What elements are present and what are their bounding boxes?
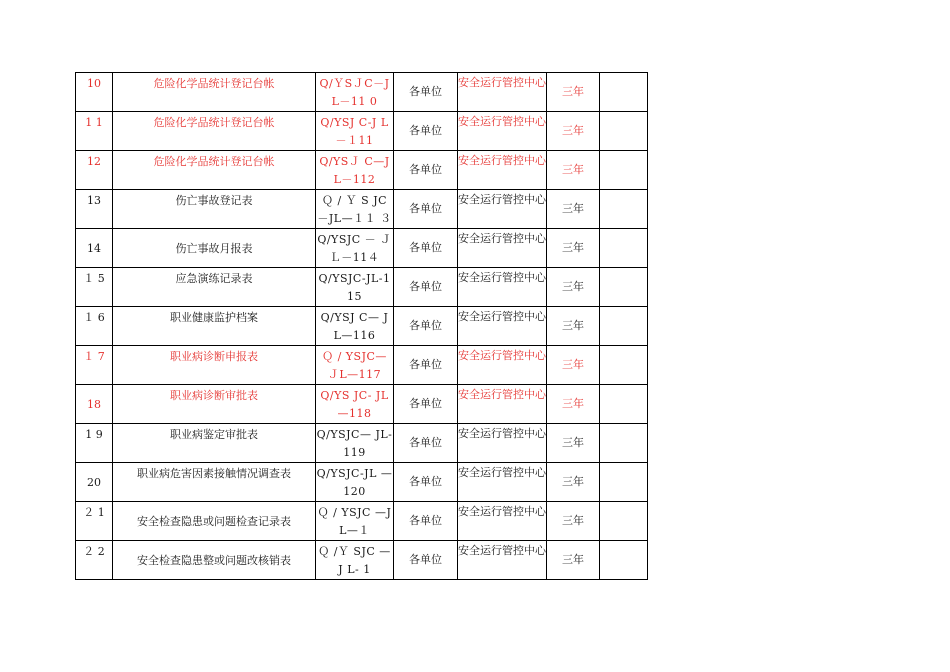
form-code: Q/YSJ C-J L－１11 [316,112,394,151]
retention-period: 三年 [547,346,600,385]
table-row [76,73,648,112]
responsible-unit: 各单位 [394,73,458,112]
table-row [76,268,648,307]
row-number: 20 [76,463,113,502]
retention-period: 三年 [547,307,600,346]
form-name: 职业病危害因素接触情况调查表 [113,463,316,502]
form-name: 伤亡事故登记表 [113,190,316,229]
table-row [76,307,648,346]
table-row [76,541,648,580]
table-row [76,502,648,541]
retention-period: 三年 [547,73,600,112]
retention-period: 三年 [547,385,600,424]
responsible-unit: 各单位 [394,502,458,541]
form-code: Ｑ / Ｙ S JC －JL—１１ ３ [316,190,394,229]
retention-period: 三年 [547,190,600,229]
remarks-cell [600,229,648,268]
row-number: 13 [76,190,113,229]
managing-department: 安全运行管控中心 [458,307,547,346]
row-number: 12 [76,151,113,190]
responsible-unit: 各单位 [394,385,458,424]
table-body [76,73,648,580]
managing-department: 安全运行管控中心 [458,346,547,385]
responsible-unit: 各单位 [394,151,458,190]
retention-period: 三年 [547,112,600,151]
table-row [76,385,648,424]
retention-period: 三年 [547,268,600,307]
remarks-cell [600,463,648,502]
retention-period: 三年 [547,229,600,268]
table-row [76,190,648,229]
remarks-cell [600,190,648,229]
table-row [76,463,648,502]
row-number: 14 [76,229,113,268]
row-number: 1 9 [76,424,113,463]
form-name: 职业病诊断审批表 [113,385,316,424]
managing-department: 安全运行管控中心 [458,190,547,229]
retention-period: 三年 [547,502,600,541]
managing-department: 安全运行管控中心 [458,112,547,151]
form-name: 危险化学品统计登记台帐 [113,73,316,112]
managing-department: 安全运行管控中心 [458,73,547,112]
form-code: Q/YS JC- JL—118 [316,385,394,424]
managing-department: 安全运行管控中心 [458,502,547,541]
table-row [76,112,648,151]
row-number: １ 7 [76,346,113,385]
responsible-unit: 各单位 [394,112,458,151]
managing-department: 安全运行管控中心 [458,151,547,190]
form-code: Q/YSJC-JL-115 [316,268,394,307]
row-number: ２ 1 [76,502,113,541]
managing-department: 安全运行管控中心 [458,268,547,307]
form-name: 安全检查隐患或问题检查记录表 [113,502,316,541]
managing-department: 安全运行管控中心 [458,541,547,580]
form-name: 职业病鉴定审批表 [113,424,316,463]
responsible-unit: 各单位 [394,346,458,385]
managing-department: 安全运行管控中心 [458,463,547,502]
managing-department: 安全运行管控中心 [458,424,547,463]
row-number: １ 6 [76,307,113,346]
remarks-cell [600,268,648,307]
responsible-unit: 各单位 [394,190,458,229]
table-row [76,346,648,385]
row-number: 10 [76,73,113,112]
form-name: 应急演练记录表 [113,268,316,307]
retention-period: 三年 [547,424,600,463]
row-number: 1 1 [76,112,113,151]
remarks-cell [600,112,648,151]
table-row [76,229,648,268]
remarks-cell [600,385,648,424]
form-name: 危险化学品统计登记台帐 [113,151,316,190]
table-row [76,151,648,190]
managing-department: 安全运行管控中心 [458,229,547,268]
managing-department: 安全运行管控中心 [458,385,547,424]
form-name: 安全检查隐患整或问题改核销表 [113,541,316,580]
form-name: 职业病诊断申报表 [113,346,316,385]
form-code: Ｑ /Ｙ SJC —J L- 1 [316,541,394,580]
form-code: Ｑ / YSJC— ＪL—117 [316,346,394,385]
form-code: Q/ＹSＪC－JL－11 0 [316,73,394,112]
remarks-cell [600,73,648,112]
row-number: １ 5 [76,268,113,307]
form-code: Ｑ / YSJC —J L—１ [316,502,394,541]
form-code: Q/YSJ C— J L—116 [316,307,394,346]
row-number: 18 [76,385,113,424]
table-row [76,424,648,463]
form-name: 伤亡事故月报表 [113,229,316,268]
remarks-cell [600,502,648,541]
responsible-unit: 各单位 [394,268,458,307]
remarks-cell [600,307,648,346]
responsible-unit: 各单位 [394,541,458,580]
responsible-unit: 各单位 [394,463,458,502]
form-code: Q/YSＪ C—JL－112 [316,151,394,190]
retention-period: 三年 [547,463,600,502]
responsible-unit: 各单位 [394,424,458,463]
records-table [75,72,648,580]
remarks-cell [600,541,648,580]
responsible-unit: 各单位 [394,229,458,268]
remarks-cell [600,151,648,190]
form-code: Q/YSJC － Ｊ Ｌ－11４ [316,229,394,268]
row-number: ２ 2 [76,541,113,580]
form-name: 危险化学品统计登记台帐 [113,112,316,151]
remarks-cell [600,424,648,463]
form-code: Q/YSJC— JL-119 [316,424,394,463]
retention-period: 三年 [547,541,600,580]
form-name: 职业健康监护档案 [113,307,316,346]
retention-period: 三年 [547,151,600,190]
responsible-unit: 各单位 [394,307,458,346]
remarks-cell [600,346,648,385]
form-code: Q/YSJC-JL —120 [316,463,394,502]
